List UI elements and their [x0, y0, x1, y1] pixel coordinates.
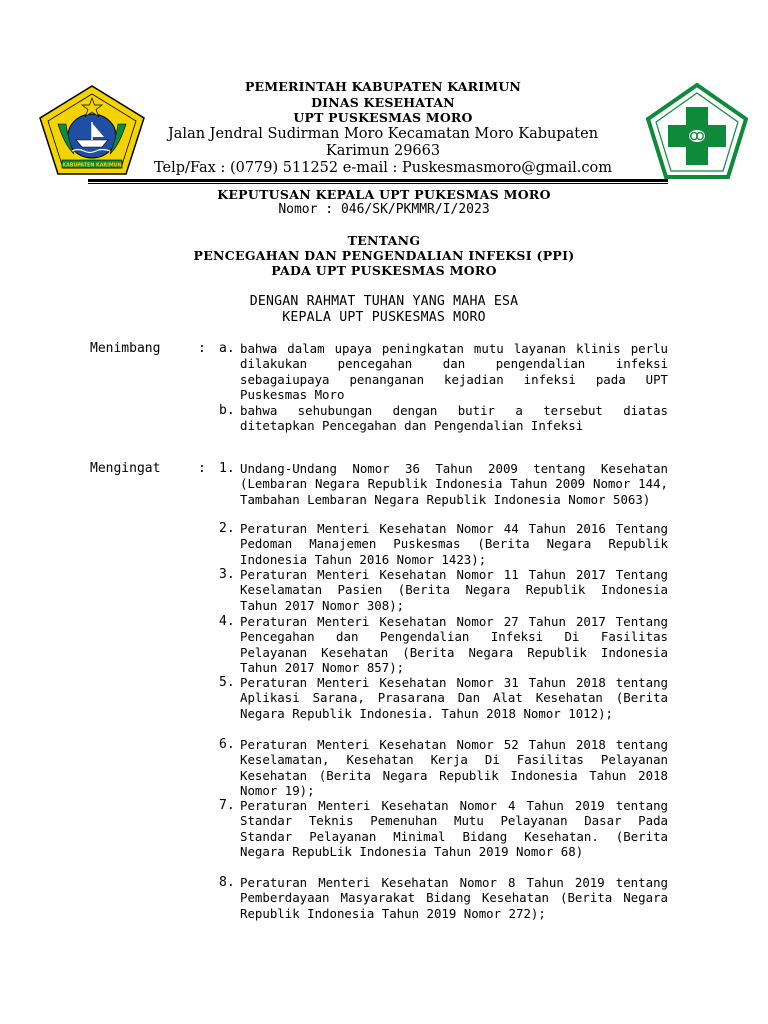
- mengingat-label: Mengingat: [90, 461, 161, 476]
- government-name: PEMERINTAH KABUPATEN KARIMUN: [244, 79, 522, 94]
- menimbang-label: Menimbang: [90, 341, 161, 356]
- department-name: DINAS KESEHATAN: [311, 94, 455, 110]
- mengingat-marker-4: 4.: [219, 614, 235, 629]
- address-text: Jalan Jendral Sudirman Moro Kecamatan Moro Kabupaten Karimun 29663: [167, 125, 599, 159]
- decree-title: KEPUTUSAN KEPALA UPT PUKESMAS MORO: [217, 187, 551, 202]
- mengingat-item-5: Peraturan Menteri Kesehatan Nomor 31 Tahun 2018 tentang Aplikasi Sarana, Prasarana Dan Alat Kesehatan (Berita Negara Republik Indonesia. Tahun 2018 Nomor 1012);: [240, 675, 668, 721]
- mengingat-marker-5: 5.: [219, 675, 235, 690]
- subject-line-2: PADA UPT PUSKESMAS MORO: [271, 263, 497, 278]
- header-divider-thick: [88, 179, 668, 182]
- decree-heading: [0, 187, 768, 218]
- mengingat-marker-2: 2.: [219, 521, 235, 536]
- subject-label: TENTANG: [347, 233, 421, 248]
- preamble: [0, 294, 768, 326]
- mengingat-item-4: Peraturan Menteri Kesehatan Nomor 27 Tahun 2017 Tentang Pencegahan dan Pengendalian Infeksi Di Fasilitas Pelayanan Kesehatan (Berita Negara Republik Indonesia Tahun 2017 Nomor 857);: [240, 614, 668, 675]
- menimbang-marker-b: b.: [219, 403, 235, 418]
- mengingat-item-1: Undang-Undang Nomor 36 Tahun 2009 tentang Kesehatan (Lembaran Negara Republik Indonesia Tahun 2009 Nomor 144, Tambahan Lembaran Negara Republik Indonesia Nomor 5063): [240, 461, 668, 507]
- subject-line-1: PENCEGAHAN DAN PENGENDALIAN INFEKSI (PPI): [193, 248, 575, 263]
- letterhead: [150, 79, 616, 177]
- mengingat-marker-6: 6.: [219, 737, 235, 752]
- mengingat-item-8: Peraturan Menteri Kesehatan Nomor 8 Tahun 2019 tentang Pemberdayaan Masyarakat Bidang Kesehatan (Berita Negara Republik Indonesia Tahun 2019 Nomor 272);: [240, 875, 668, 921]
- mengingat-item-7: Peraturan Menteri Kesehatan Nomor 4 Tahun 2019 tentang Standar Teknis Pemenuhan Mutu Pelayanan Dasar Pada Standar Pelayanan Minimal Bidang Kesehatan. (Berita Negara RepubLik Indonesia Tahun 2019 Nomor 68): [240, 798, 668, 859]
- menimbang-marker-a: a.: [219, 341, 235, 356]
- mengingat-marker-3: 3.: [219, 567, 235, 582]
- puskesmas-green-cross-icon: [646, 83, 748, 179]
- preamble-line-1: DENGAN RAHMAT TUHAN YANG MAHA ESA: [249, 294, 519, 309]
- decree-number: Nomor : 046/SK/PKMMR/I/2023: [278, 202, 490, 217]
- kabupaten-karimun-emblem-icon: [38, 84, 146, 176]
- mengingat-marker-7: 7.: [219, 798, 235, 813]
- emblem-ribbon-label: KABUPATEN KARIMUN: [62, 163, 122, 169]
- preamble-line-2: KEPALA UPT PUSKESMAS MORO: [282, 310, 486, 325]
- menimbang-colon: :: [198, 341, 206, 356]
- mengingat-item-2: Peraturan Menteri Kesehatan Nomor 44 Tahun 2016 Tentang Pedoman Manajemen Puskesmas (Berita Negara Republik Indonesia Tahun 2016 Nomor 1423);: [240, 521, 668, 567]
- mengingat-colon: :: [198, 461, 206, 476]
- mengingat-marker-8: 8.: [219, 875, 235, 890]
- menimbang-item-a: bahwa dalam upaya peningkatan mutu layanan klinis perlu dilakukan pencegahan dan pengendalian infeksi sebagaiupaya penanganan kejadian infeksi pada UPT Puskesmas Moro: [240, 341, 668, 402]
- contact-text: Telp/Fax : (0779) 511252 e-mail : Puskesmasmoro@gmail.com: [154, 159, 612, 176]
- mengingat-marker-1: 1.: [219, 461, 235, 476]
- mengingat-item-6: Peraturan Menteri Kesehatan Nomor 52 Tahun 2018 tentang Keselamatan, Kesehatan Kerja Di Fasilitas Pelayanan Kesehatan (Berita Negara Republik Indonesia Tahun 2018 Nomor 19);: [240, 737, 668, 798]
- decree-subject: [0, 233, 768, 278]
- menimbang-item-b: bahwa sehubungan dengan butir a tersebut diatas ditetapkan Pencegahan dan Pengendalian Infeksi: [240, 403, 668, 434]
- header-divider-thin: [88, 183, 668, 184]
- mengingat-item-3: Peraturan Menteri Kesehatan Nomor 11 Tahun 2017 Tentang Keselamatan Pasien (Berita Negara Republik Indonesia Tahun 2017 Nomor 308);: [240, 567, 668, 613]
- institution-name: UPT PUSKESMAS MORO: [293, 110, 473, 125]
